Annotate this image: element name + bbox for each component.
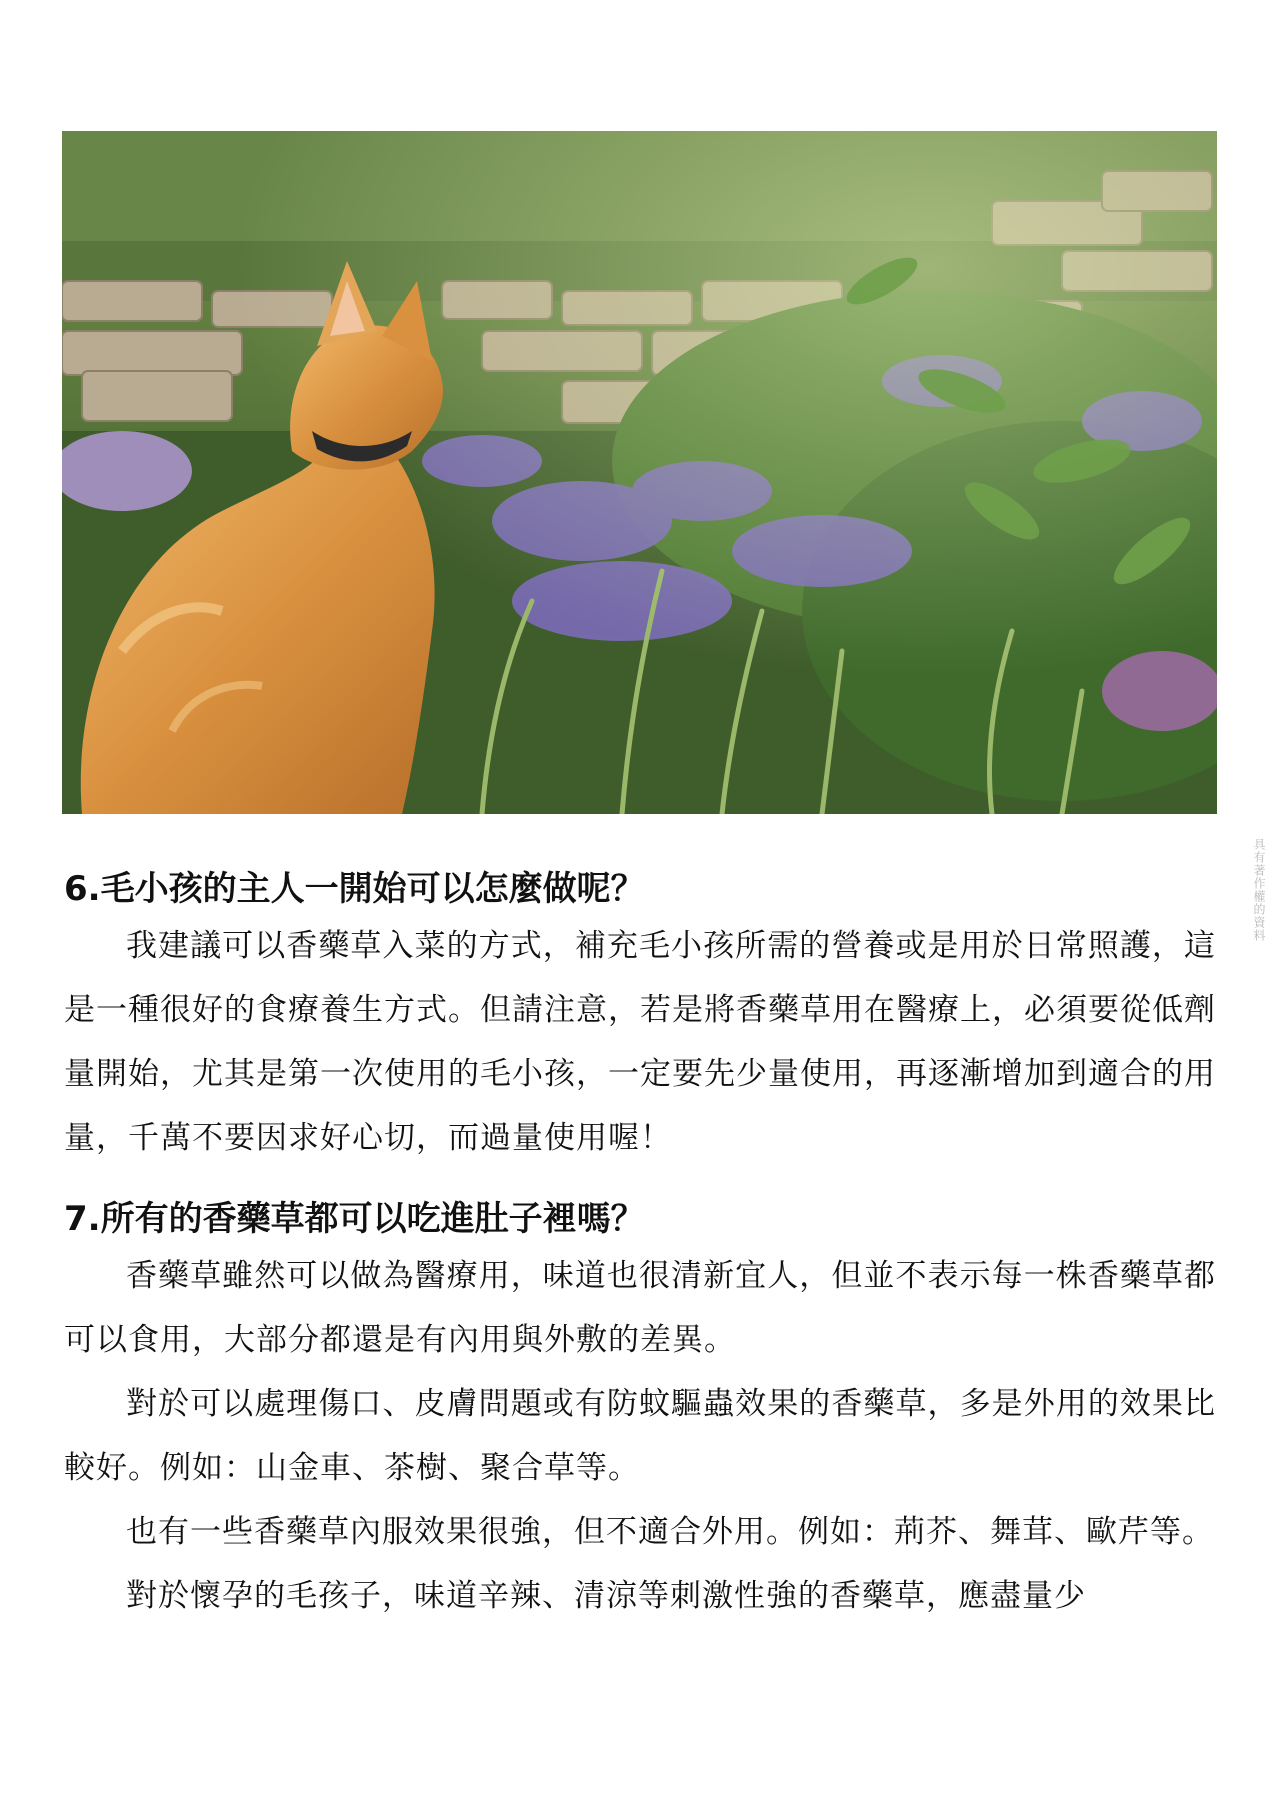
cat-garden-illustration bbox=[62, 131, 1217, 814]
copyright-watermark: 具有著作權的資料 bbox=[1252, 838, 1266, 942]
article-content bbox=[64, 864, 1216, 1628]
section-paragraph: 對於可以處理傷口、皮膚問題或有防蚊驅蟲效果的香藥草，多是外用的效果比較好。例如：山金車、茶樹、聚合草等。 bbox=[64, 1386, 1216, 1486]
section-title: 7.所有的香藥草都可以吃進肚子裡嗎？ bbox=[64, 1199, 645, 1239]
section-owner-start bbox=[64, 864, 1216, 1170]
section-title: 6.毛小孩的主人一開始可以怎麼做呢？ bbox=[64, 869, 645, 909]
section-paragraph: 我建議可以香藥草入菜的方式，補充毛小孩所需的營養或是用於日常照護，這是一種很好的食療養生方式。但請注意，若是將香藥草用在醫療上，必須要從低劑量開始，尤其是第一次使用的毛小孩，一定要先少量使用，再逐漸增加到適合的用量，千萬不要因求好心切，而過量使用喔！ bbox=[64, 928, 1216, 1156]
section-edible-herbs bbox=[64, 1194, 1216, 1628]
section-paragraph: 也有一些香藥草內服效果很強，但不適合外用。例如：荊芥、舞茸、歐芹等。 bbox=[126, 1514, 1214, 1550]
section-paragraph: 香藥草雖然可以做為醫療用，味道也很清新宜人，但並不表示每一株香藥草都可以食用，大部分都還是有內用與外敷的差異。 bbox=[64, 1258, 1216, 1358]
cat-garden-photo bbox=[62, 131, 1217, 814]
section-paragraph: 對於懷孕的毛孩子，味道辛辣、清涼等刺激性強的香藥草，應盡量少 bbox=[126, 1578, 1086, 1614]
